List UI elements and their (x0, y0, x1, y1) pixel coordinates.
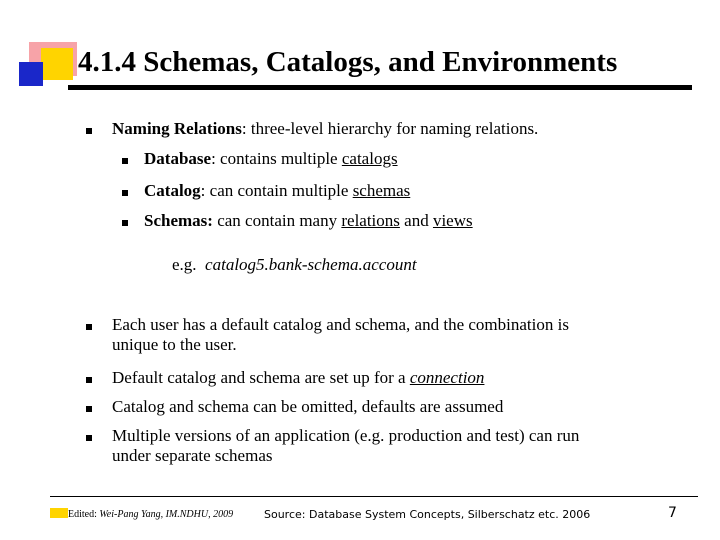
example-line (172, 255, 417, 275)
footer-source: Source: Database System Concepts, Silberschatz etc. 2006 (264, 508, 591, 521)
sub-item-term: Schemas: (144, 211, 213, 230)
footer-edited-label: Edited: (68, 509, 97, 520)
bullet-line: Each user has a default catalog and schema, and the combination is (112, 315, 569, 334)
bullet-square-icon (86, 406, 92, 412)
title-decoration-yellow-square (41, 48, 73, 80)
sub-item-term: Catalog (144, 181, 201, 200)
sub-item-text: : contains multiple (211, 149, 342, 168)
page-number: 7 (668, 505, 677, 521)
slide-title: 4.1.4 Schemas, Catalogs, and Environments (78, 46, 618, 78)
bullet-square-icon (86, 435, 92, 441)
views-link[interactable]: views (432, 211, 473, 230)
example-prefix: e.g. (172, 255, 197, 274)
sub-item-text: and (399, 211, 433, 230)
example-path: catalog5.bank-schema.account (205, 255, 417, 274)
bullet-square-icon (122, 158, 128, 164)
bullet-line: Multiple versions of an application (e.g. production and test) can run (112, 426, 580, 445)
footer-edited (68, 509, 233, 520)
bullet-square-icon (122, 190, 128, 196)
sub-item-catalog (144, 181, 410, 201)
connection-link[interactable]: connection (409, 368, 485, 387)
sub-item-term: Database (144, 149, 212, 168)
sub-item-database (144, 149, 398, 169)
bullet-connection (112, 368, 484, 388)
bullet-omitted: Catalog and schema can be omitted, defaults are assumed (112, 397, 504, 416)
bullet-square-icon (86, 128, 92, 134)
schemas-link[interactable]: schemas (352, 181, 411, 200)
relations-link[interactable]: relations (341, 211, 400, 230)
bullet-line: unique to the user. (112, 335, 237, 354)
title-decoration-blue-square (19, 62, 43, 86)
bullet-square-icon (122, 220, 128, 226)
bullet-line: under separate schemas (112, 446, 273, 465)
sub-item-schemas (144, 211, 473, 231)
footer-edited-text: Wei-Pang Yang, IM.NDHU, 2009 (99, 509, 234, 520)
footer-yellow-square (50, 508, 68, 518)
bullet-text: Default catalog and schema are set up for a (112, 368, 410, 387)
title-underline-rule (68, 85, 692, 90)
footer-rule (50, 496, 698, 497)
bullet-square-icon (86, 324, 92, 330)
naming-relations-term: Naming Relations (112, 119, 242, 138)
naming-relations-item (112, 119, 538, 139)
sub-item-text: : can contain multiple (200, 181, 353, 200)
bullet-default-catalog (112, 315, 569, 355)
bullet-multiple-versions (112, 426, 579, 466)
bullet-square-icon (86, 377, 92, 383)
naming-relations-desc: : three-level hierarchy for naming relations. (241, 119, 539, 138)
catalogs-link[interactable]: catalogs (341, 149, 398, 168)
sub-item-text: can contain many (212, 211, 342, 230)
